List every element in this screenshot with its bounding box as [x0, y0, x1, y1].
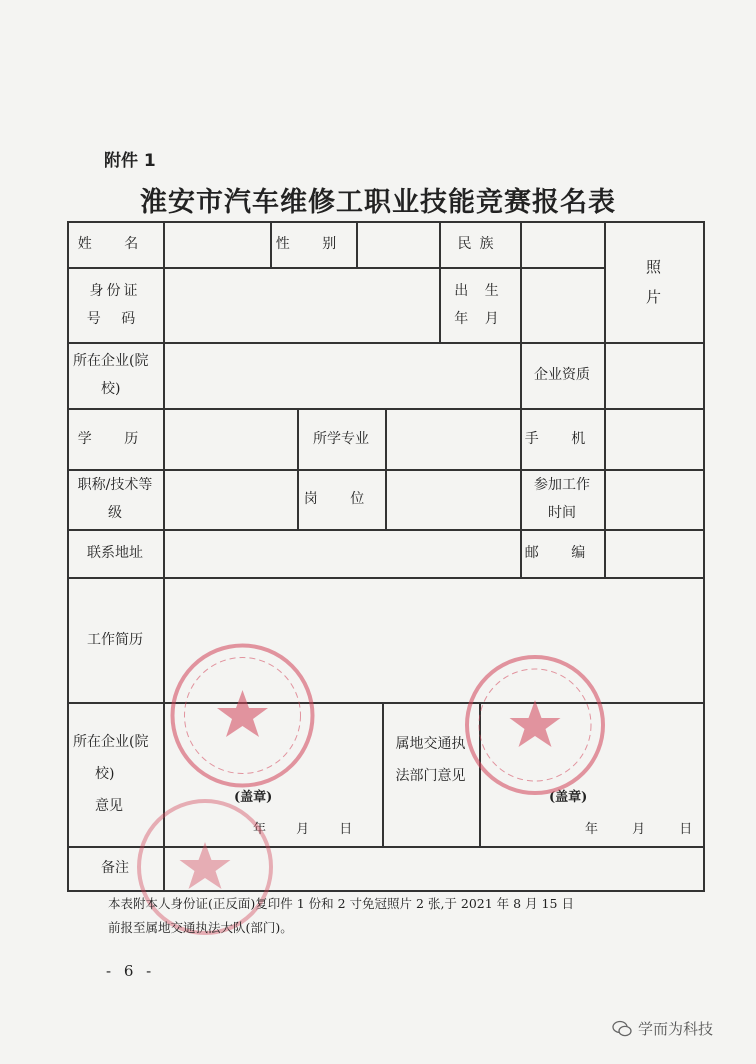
- title-label-2: 级: [108, 505, 122, 521]
- col-line: [356, 221, 358, 267]
- mobile-label: 手 机: [524, 430, 600, 447]
- col-line: [163, 221, 165, 892]
- birth-label-2: 年 月: [454, 310, 505, 327]
- position-label: 岗 位: [303, 491, 379, 507]
- col-line: [385, 469, 387, 529]
- remark-label: 备注: [101, 860, 129, 876]
- col-line: [520, 221, 522, 342]
- seal-right-label: (盖章): [549, 790, 588, 805]
- seal-left-label: (盖章): [234, 790, 273, 805]
- name-label: 姓 名: [77, 236, 153, 252]
- education-label: 学 历: [77, 430, 153, 447]
- photo-box: [604, 221, 703, 342]
- registration-form: [67, 221, 705, 892]
- date-right-label: 年 月 日: [585, 822, 693, 837]
- wechat-icon: [612, 1020, 632, 1038]
- photo-label-2: 片: [645, 287, 661, 306]
- work-start-label: [520, 469, 604, 529]
- company-label: [67, 342, 163, 408]
- title-label: [67, 469, 163, 529]
- major-label: 所学专业: [313, 430, 369, 447]
- note-line-2: 前报至属地交通执法大队(部门)。: [108, 920, 293, 935]
- ethnicity-label: 民族: [457, 236, 502, 252]
- work-start-label-1: 参加工作: [534, 477, 590, 493]
- col-line: [479, 702, 481, 846]
- work-start-label-2: 时间: [548, 505, 576, 521]
- qualification-label: 企业资质: [534, 367, 590, 383]
- id-label-1: 身份证: [89, 282, 141, 299]
- company-opinion-label: [67, 702, 163, 846]
- opinion-label-2: 校): [95, 766, 115, 782]
- resume-label: 工作简历: [87, 631, 143, 648]
- birth-label-1: 出 生: [454, 282, 505, 299]
- company-label-2: 校): [101, 381, 121, 397]
- opinion-label-3: 意见: [95, 798, 123, 814]
- note-line-1: 本表附本人身份证(正反面)复印件 1 份和 2 寸免冠照片 2 张,于 2021 年 8 月 15 日: [108, 896, 574, 911]
- watermark-text: 学而为科技: [638, 1020, 714, 1038]
- opinion-label-1: 所在企业(院: [73, 734, 149, 750]
- birth-label: [439, 267, 520, 342]
- page-title: 淮安市汽车维修工职业技能竞赛报名表: [140, 187, 616, 218]
- title-label-1: 职称/技术等: [77, 477, 153, 493]
- gender-label: 性 别: [275, 236, 351, 252]
- traffic-opinion-label: [382, 702, 479, 846]
- col-line: [385, 408, 387, 469]
- border-right: [703, 221, 705, 892]
- company-label-1: 所在企业(院: [73, 353, 149, 369]
- postcode-label: 邮 编: [524, 545, 600, 561]
- traffic-label-2: 法部门意见: [395, 768, 466, 784]
- id-label: [67, 267, 163, 342]
- form-note: [108, 892, 698, 940]
- traffic-label-1: 属地交通执: [395, 736, 466, 752]
- date-left-label: 年 月 日: [253, 822, 353, 837]
- id-label-2: 号 码: [86, 310, 144, 327]
- photo-label-1: 照: [645, 257, 661, 276]
- watermark: [612, 1018, 713, 1039]
- address-label: 联系地址: [87, 545, 143, 561]
- col-line: [604, 342, 606, 577]
- attachment-label: 附件 1: [104, 151, 156, 171]
- page-number: - 6 -: [106, 962, 156, 980]
